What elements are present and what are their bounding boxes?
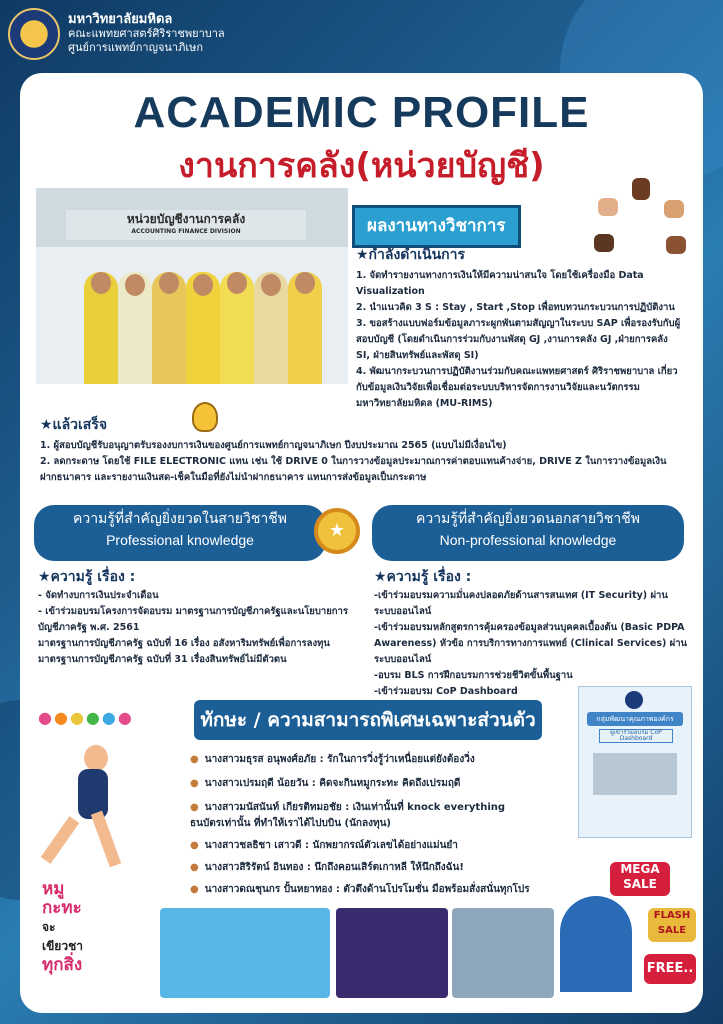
list-item: -เข้าร่วมอบรม CoP Dashboard bbox=[374, 686, 518, 697]
in-progress-heading: ★กำลังดำเนินการ bbox=[356, 247, 466, 263]
lightbulb-icon bbox=[192, 402, 218, 432]
done-heading: ★แล้วเสร็จ bbox=[40, 417, 108, 433]
header-line1: มหาวิทยาลัยมหิดล bbox=[68, 12, 173, 27]
list-item: - เข้าร่วมอบรมโครงการจัดอบรม มาตรฐานการบัญชีภาครัฐและนโยบายการบัญชีภาครัฐ พ.ศ. 2561 bbox=[38, 606, 348, 633]
list-item: 2. นำแนวคิด 3 S : Stay , Start ,Stop เพื่อทบทวนกระบวนการปฏิบัติงาน bbox=[356, 302, 675, 313]
skill-item: ● นางสาวมธุรส อนุพงศ์อภัย : รักในการวิ่งรู้ว่าเหนื่อยแต่ยังต้องวิ่ง bbox=[190, 754, 475, 765]
fist-bump-icon bbox=[590, 178, 690, 268]
ant-cartoon-image bbox=[160, 908, 330, 998]
nonprofessional-knowledge-banner: ความรู้ที่สำคัญยิ่งยวดนอกสายวิชาชีพ Non-professional knowledge bbox=[372, 505, 684, 561]
ghost-icons: ●●●●●● bbox=[38, 708, 134, 727]
header bbox=[8, 8, 225, 60]
university-seal-logo bbox=[8, 8, 60, 60]
skill-item: ● นางสาวมนัสนันท์ เกียรติทมอชัย : เงินเท่านั้นที่ knock everything ธนบัตรเท่านั้น ที่ทำให้เราได้ไปบบิน (นักลงทุน) bbox=[190, 802, 506, 829]
list-item: - จัดทำงบการเงินประจำเดือน bbox=[38, 590, 159, 601]
skill-item: ● นางสาวสิริรัตน์ อินทอง : นึกถึงคอนเสิร์ตเกาหลี ให้นึกถึงฉัน! bbox=[190, 862, 464, 873]
fortune-teller-image bbox=[336, 908, 448, 998]
skills-tag: ทักษะ / ความสามารถพิเศษเฉพาะส่วนตัว bbox=[194, 700, 542, 740]
professional-list bbox=[38, 588, 358, 668]
page-title: ACADEMIC PROFILE bbox=[133, 88, 590, 137]
skill-item: ● นางสาวชลธิชา เสาวดี : นักพยากรณ์ตัวเลขได้อย่างแม่นยำ bbox=[190, 840, 458, 851]
team-photo bbox=[36, 188, 348, 384]
list-item: มาตรฐานการบัญชีภาครัฐ ฉบับที่ 16 เรื่อง อสังหาริมทรัพย์เพื่อการลงทุน bbox=[38, 638, 330, 649]
list-item: -เข้าร่วมอบรมความมั่นคงปลอดภัยด้านสารสนเทศ (IT Security) ผ่านระบบออนไลน์ bbox=[374, 590, 668, 617]
nonprofessional-list bbox=[374, 588, 690, 700]
header-line3: ศูนย์การแพทย์กาญจนาภิเษก bbox=[68, 41, 204, 54]
professional-knowledge-banner: ความรู้ที่สำคัญยิ่งยวดในสายวิชาชีพ Professional knowledge bbox=[34, 505, 326, 561]
photo-sign: หน่วยบัญชีงานการคลัง ACCOUNTING FINANCE DIVISION bbox=[66, 210, 306, 240]
skill-item: ● นางสาวเปรมฤดี น้อยวัน : คิดจะกินหมูกระทะ คิดถึงเปรมฤดี bbox=[190, 778, 461, 789]
done-list bbox=[40, 438, 680, 486]
nonprofessional-heading: ★ความรู้ เรื่อง : bbox=[374, 569, 472, 585]
list-item: 2. ลดกระดาษ โดยใช้ FILE ELECTRONIC แทน เช่น ใช้ DRIVE 0 ในการวางข้อมูลประมาณการค่าตอบแทนค้างจ่าย, DRIVE Z ในการวางข้อมูลเงินฝากธนาคาร และรายงานเงินสด-เช็คในมือที่ยังไม่นำฝากธนาคาร แทนการส่งข้อมูลเป็นกระดาษ bbox=[40, 456, 667, 483]
list-item: มาตรฐานการบัญชีภาครัฐ ฉบับที่ 31 เรื่องสินทรัพย์ไม่มีตัวตน bbox=[38, 654, 287, 665]
runner-illustration bbox=[40, 745, 140, 875]
medal-icon: ★ bbox=[314, 508, 360, 554]
cop-dashboard-poster: กลุ่มพัฒนาคุณภาพองค์กร ผู้เข้าร่วมอบรม CoP Dashboard bbox=[578, 686, 692, 838]
promo-sale-graphic: MEGA SALE FLASH SALE FREE.. bbox=[560, 860, 700, 1000]
list-item: 3. ขอสร้างแบบฟอร์มข้อมูลภาระผูกพันตามสัญญาในระบบ SAP เพื่อรองรับกับผู้สอบบัญชี (โดยดำเนินการร่วมกับงานพัสดุ GJ ,งานการคลัง GJ ,ฝ่ายการคลัง SI, ฝ่ายสินทรัพย์และพัสดุ SI) bbox=[356, 318, 681, 361]
in-progress-list bbox=[356, 268, 684, 412]
list-item: -เข้าร่วมอบรมหลักสูตรการคุ้มครองข้อมูลส่วนบุคคลเบื้องต้น (Basic PDPA Awareness) หัวข้อ การบริการทางการแพทย์ (Clinical Services) ผ่านระบบออนไลน์ bbox=[374, 622, 688, 665]
concert-image bbox=[452, 908, 554, 998]
moo-kata-sticker: หมู กะทะ จะ เขียวชา ทุกสิ่ง bbox=[42, 879, 83, 975]
list-item: 1. จัดทำรายงานทางการเงินให้มีความน่าสนใจ โดยใช้เครื่องมือ Data Visualization bbox=[356, 270, 644, 297]
professional-heading: ★ความรู้ เรื่อง : bbox=[38, 569, 136, 585]
list-item: -อบรม BLS การฝึกอบรมการช่วยชีวิตขั้นพื้นฐาน bbox=[374, 670, 573, 681]
list-item: 1. ผู้สอบบัญชีรับอนุญาตรับรองงบการเงินของศูนย์การแพทย์กาญจนาภิเษก ปีงบประมาณ 2565 (แบบไม่มีเงื่อนไข) bbox=[40, 440, 507, 451]
page-subtitle: งานการคลัง(หน่วยบัญชี) bbox=[178, 146, 545, 186]
academic-tag: ผลงานทางวิชาการ bbox=[352, 205, 521, 248]
header-line2: คณะแพทยศาสตร์ศิริราชพยาบาล bbox=[68, 27, 225, 40]
skill-item: ● นางสาวดณชุนกร ปั้นหยาทอง : ตัวตึงด้านโปรโมชั่น มือพร้อมสั่งสนั่นทุกโปร bbox=[190, 884, 530, 895]
list-item: 4. พัฒนากระบวนการปฏิบัติงานร่วมกับคณะแพทยศาสตร์ ศิริราชพยาบาล เกี่ยวกับข้อมูลเงินวิจัยเพื่อเชื่อมต่อระบบบริหารจัดการงานวิจัยและนวัตกรรม มหาวิทยาลัยมหิดล (MU-RIMS) bbox=[356, 366, 678, 409]
